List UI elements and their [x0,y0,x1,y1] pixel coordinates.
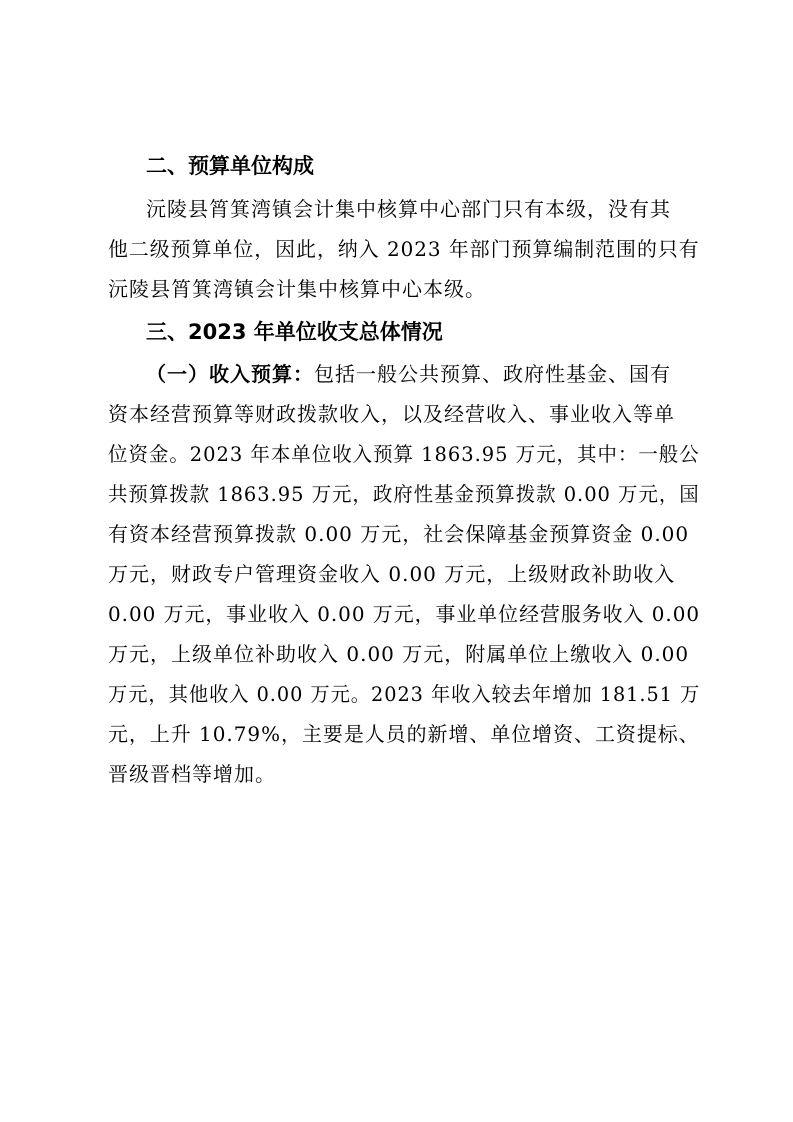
income-paragraph-line-3: 位资金。2023 年本单位收入预算 1863.95 万元，其中：一般公 [108,442,700,466]
income-paragraph-line-8: 万元，上级单位补助收入 0.00 万元，附属单位上缴收入 0.00 [108,642,690,666]
income-paragraph-line-1 [146,358,671,387]
section-two-line-3: 沅陵县筲箕湾镇会计集中核算中心本级。 [108,277,486,301]
section-two-line-2: 他二级预算单位，因此，纳入 2023 年部门预算编制范围的只有 [108,237,700,261]
section-two-heading: 二、预算单位构成 [146,154,314,178]
section-two-line-1: 沅陵县筲箕湾镇会计集中核算中心部门只有本级，没有其 [146,197,671,221]
income-paragraph-line-11: 晋级晋档等增加。 [108,762,276,786]
income-first-line-text: 包括一般公共预算、政府性基金、国有 [314,362,671,386]
income-budget-subheading: （一）收入预算： [146,362,314,386]
income-paragraph-line-9: 万元，其他收入 0.00 万元。2023 年收入较去年增加 181.51 万 [108,682,701,706]
income-paragraph-line-2: 资本经营预算等财政拨款收入，以及经营收入、事业收入等单 [108,402,675,426]
income-paragraph-line-4: 共预算拨款 1863.95 万元，政府性基金预算拨款 0.00 万元，国 [108,482,700,506]
income-paragraph-line-5: 有资本经营预算拨款 0.00 万元，社会保障基金预算资金 0.00 [108,522,690,546]
section-three-heading: 三、2023 年单位收支总体情况 [146,320,443,344]
income-paragraph-line-6: 万元，财政专户管理资金收入 0.00 万元，上级财政补助收入 [108,562,676,586]
income-paragraph-line-7: 0.00 万元，事业收入 0.00 万元，事业单位经营服务收入 0.00 [108,602,701,626]
income-paragraph-line-10: 元，上升 10.79%，主要是人员的新增、单位增资、工资提标、 [108,722,700,746]
